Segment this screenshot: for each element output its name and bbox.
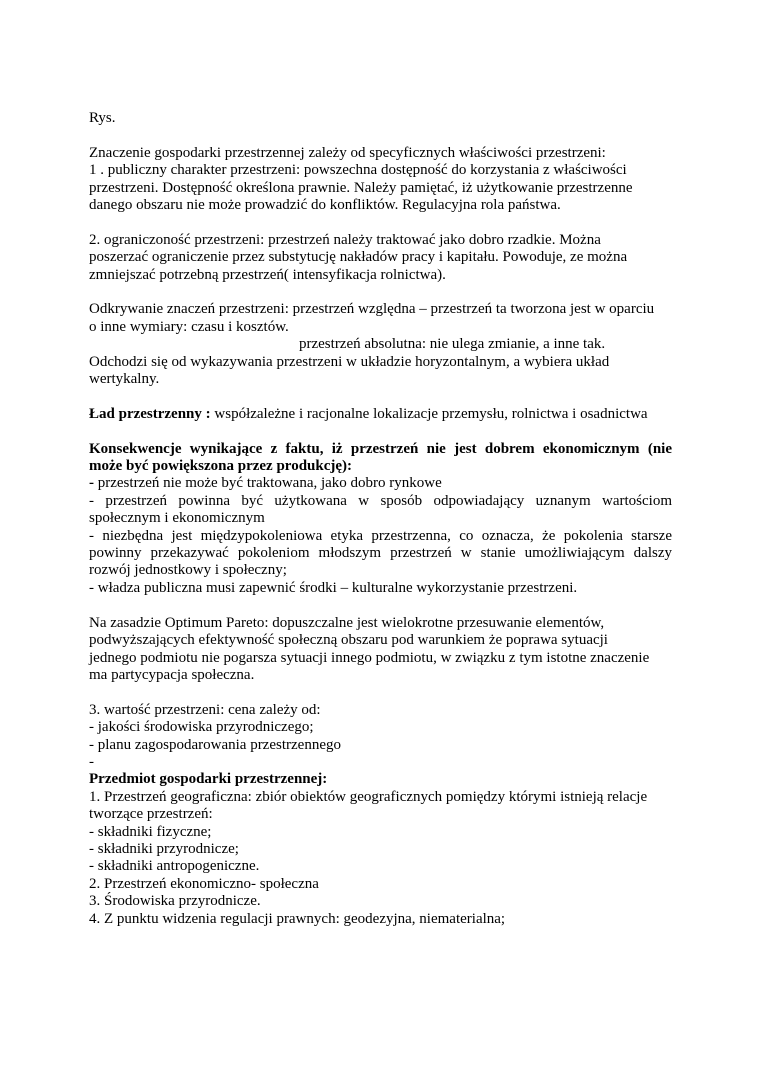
list-item: - jakości środowiska przyrodniczego; [89, 719, 314, 736]
list-item: 2. Przestrzeń ekonomiczno- społeczna [89, 875, 319, 892]
list-item: - planu zagospodarowania przestrzennego [89, 736, 341, 753]
point-3-paragraph: 3. wartość przestrzeni: cena zależy od: - jakości środowiska przyrodniczego; - planu zagospodarowania przestrzennego - [89, 702, 672, 772]
intro-paragraph: Znaczenie gospodarki przestrzennej zależy od specyficznych właściwości przestrzeni: 1 . publiczny charakter przestrzeni: powszechna dostępność do korzystania z właściwości przestrzeni. Dostępność określona prawnie. Należy pamiętać, iż użytkowanie przestrzenne danego obszaru nie może prowadzić do konfliktów. Regulacyjna rola państwa. [89, 144, 633, 214]
odkrywanie-paragraph: Odkrywanie znaczeń przestrzeni: przestrzeń względna – przestrzeń ta tworzona jest w oparciu o inne wymiary: czasu i kosztów. przestrzeń absolutna: nie ulega zmianie, a inne tak. Odchodzi się od wykazywania przestrzeni w układzie horyzontalnym, a wybiera układ wertykalny. [89, 301, 672, 388]
list-item: - składniki fizyczne; [89, 823, 212, 840]
list-item: - składniki przyrodnicze; [89, 840, 239, 857]
lad-text: współzależne i racjonalne lokalizacje przemysłu, rolnictwa i osadnictwa [210, 405, 648, 422]
list-item: - [89, 753, 94, 770]
point-2-paragraph: 2. ograniczoność przestrzeni: przestrzeń należy traktować jako dobro rzadkie. Można poszerzać ograniczenie przez substytucję nakładów pracy i kapitału. Powoduje, ze można zmniejszać potrzebną przestrzeń( intensyfikacja rolnictwa). [89, 231, 628, 283]
list-item: - niezbędna jest międzypokoleniowa etyka przestrzenna, co oznacza, że pokolenia starsze [89, 527, 672, 544]
list-item: - władza publiczna musi zapewnić środki – kulturalne wykorzystanie przestrzeni. [89, 579, 578, 596]
lad-label: Ład przestrzenny : [89, 405, 211, 422]
przedmiot-section: Przedmiot gospodarki przestrzennej: 1. Przestrzeń geograficzna: zbiór obiektów geograficznych pomiędzy którymi istnieją relacje tworzące przestrzeń: - składniki fizyczne; - składniki przyrodnicze; - składniki antropogeniczne. 2. Przestrzeń ekonomiczno- społeczna 3. Środowiska przyrodnicze. 4. Z punktu widzenia regulacji prawnych: geodezyjna, niematerialna; [89, 771, 672, 928]
konsekwencje-heading-line-2: może być powiększona przez produkcję): [89, 458, 353, 475]
absolute-space-line: przestrzeń absolutna: nie ulega zmianie, a inne tak. [299, 336, 606, 353]
przedmiot-heading: Przedmiot gospodarki przestrzennej: [89, 771, 328, 788]
document-body [89, 110, 672, 928]
list-item: 4. Z punktu widzenia regulacji prawnych: geodezyjna, niematerialna; [89, 910, 506, 927]
konsekwencje-section: Konsekwencje wynikające z faktu, iż przestrzeń nie jest dobrem ekonomicznym (nie może być powiększona przez produkcję): - przestrzeń nie może być traktowana, jako dobro rynkowe - przestrzeń powinna być użytkowana w sposób odpowiadający uznanym wartościom społecznym i ekonomicznym - niezbędna jest międzypokoleniowa etyka przestrzenna, co oznacza, że pokolenia starsze powinny przekazywać pokoleniom młodszym przestrzeń w stanie umożliwiającym dalszy rozwój jednostkowy i społeczny; - władza publiczna musi zapewnić środki – kulturalne wykorzystanie przestrzeni. [89, 440, 672, 596]
pareto-paragraph: Na zasadzie Optimum Pareto: dopuszczalne jest wielokrotne przesuwanie elementów, podwyższających efektywność społeczną obszaru pod warunkiem że poprawa sytuacji jednego podmiotu nie pogarsza sytuacji innego podmiotu, w związku z tym istotne znaczenie ma partycypacja społeczna. [89, 614, 650, 683]
list-item: - przestrzeń nie może być traktowana, jako dobro rynkowe [89, 475, 442, 492]
figure-caption: Rys. [89, 110, 116, 126]
konsekwencje-heading-line-1: Konsekwencje wynikające z faktu, iż przestrzeń nie jest dobrem ekonomicznym (nie [89, 440, 672, 457]
list-item: - składniki antropogeniczne. [89, 858, 260, 875]
list-item: 3. Środowiska przyrodnicze. [89, 893, 261, 910]
lad-przestrzenny-paragraph [89, 406, 672, 423]
list-item: - przestrzeń powinna być użytkowana w sposób odpowiadający uznanym wartościom [89, 492, 672, 509]
